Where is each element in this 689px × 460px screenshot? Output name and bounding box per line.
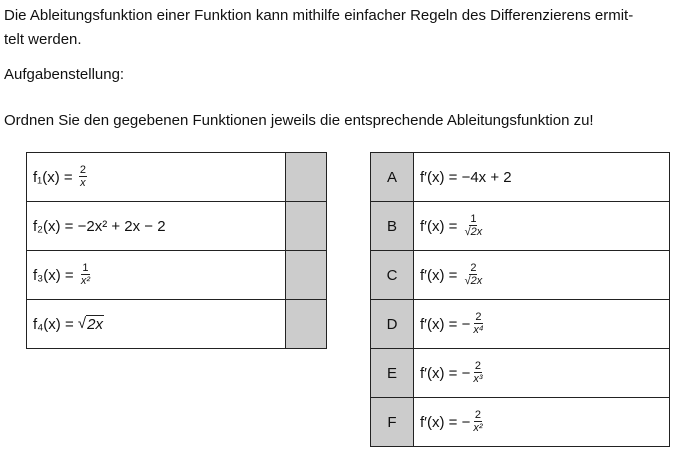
fraction-numerator: 2 <box>470 262 477 274</box>
task-instruction: Ordnen Sie den gegebenen Funktionen jeweils die entsprechende Ableitungsfunktion zu! <box>4 112 594 129</box>
function-name: f₄(x) = <box>33 315 74 333</box>
fraction <box>472 361 483 385</box>
fraction-denominator: √2x <box>464 275 483 287</box>
answer-slot[interactable] <box>285 251 326 300</box>
function-name: f₂(x) = <box>33 217 74 235</box>
fraction <box>472 312 484 336</box>
derivative-cell <box>414 349 670 398</box>
derivative-cell <box>414 300 670 349</box>
fraction-denominator: x² <box>80 275 91 287</box>
functions-table <box>26 152 327 349</box>
derivative-lhs: f′(x) = <box>420 168 458 186</box>
fraction <box>472 410 483 434</box>
radicand: 2x <box>87 316 103 333</box>
function-name: f₁(x) = <box>33 168 73 186</box>
task-heading: Aufgabenstellung: <box>4 66 125 83</box>
square-root: √ 2x <box>77 315 103 333</box>
derivative-cell <box>414 202 670 251</box>
fraction-numerator: 2 <box>474 360 481 372</box>
function-row <box>27 153 327 202</box>
function-row <box>27 202 327 251</box>
function-cell <box>27 153 286 202</box>
function-row <box>27 300 327 349</box>
derivative-row <box>371 251 670 300</box>
derivative-row <box>371 202 670 251</box>
fraction-denominator: x⁴ <box>473 324 484 336</box>
answer-slot[interactable] <box>285 202 326 251</box>
function-expression: −2x² + 2x − 2 <box>77 217 166 235</box>
derivative-cell <box>414 398 670 447</box>
derivative-row <box>371 153 670 202</box>
fraction-denominator: x <box>80 177 86 189</box>
derivative-row <box>371 300 670 349</box>
option-letter: C <box>371 251 414 300</box>
option-letter: A <box>371 153 414 202</box>
fraction-denominator: x² <box>473 422 483 434</box>
derivative-row <box>371 349 670 398</box>
option-letter: D <box>371 300 414 349</box>
intro-line-2: telt werden. <box>4 31 82 48</box>
minus-sign: − <box>461 413 471 431</box>
fraction-numerator: 2 <box>474 409 481 421</box>
derivative-lhs: f′(x) = <box>420 315 458 333</box>
function-name: f₃(x) = <box>33 266 74 284</box>
fraction <box>79 165 87 189</box>
derivative-cell <box>414 153 670 202</box>
derivative-lhs: f′(x) = <box>420 217 458 235</box>
intro-text <box>4 4 684 52</box>
fraction-denominator: √2x <box>464 226 483 238</box>
fraction-numerator: 1 <box>470 213 477 225</box>
fraction-numerator: 1 <box>82 262 89 274</box>
minus-sign: − <box>461 364 471 382</box>
function-row <box>27 251 327 300</box>
derivative-lhs: f′(x) = <box>420 413 458 431</box>
function-cell <box>27 300 286 349</box>
function-cell <box>27 251 286 300</box>
fraction <box>464 214 484 238</box>
derivative-expression: −4x + 2 <box>461 168 512 186</box>
function-cell <box>27 202 286 251</box>
derivative-row <box>371 398 670 447</box>
option-letter: E <box>371 349 414 398</box>
intro-line-1: Die Ableitungsfunktion einer Funktion kann mithilfe einfacher Regeln des Differenzierens ermit- <box>4 7 634 24</box>
derivative-lhs: f′(x) = <box>420 266 458 284</box>
derivative-lhs: f′(x) = <box>420 364 458 382</box>
minus-sign: − <box>461 315 471 333</box>
answer-slot[interactable] <box>285 300 326 349</box>
fraction-numerator: 2 <box>79 164 86 176</box>
fraction <box>80 263 91 287</box>
fraction <box>464 263 484 287</box>
option-letter: F <box>371 398 414 447</box>
derivatives-table <box>370 152 670 447</box>
fraction-denominator: x³ <box>473 373 483 385</box>
derivative-cell <box>414 251 670 300</box>
fraction-numerator: 2 <box>475 311 482 323</box>
answer-slot[interactable] <box>285 153 326 202</box>
option-letter: B <box>371 202 414 251</box>
